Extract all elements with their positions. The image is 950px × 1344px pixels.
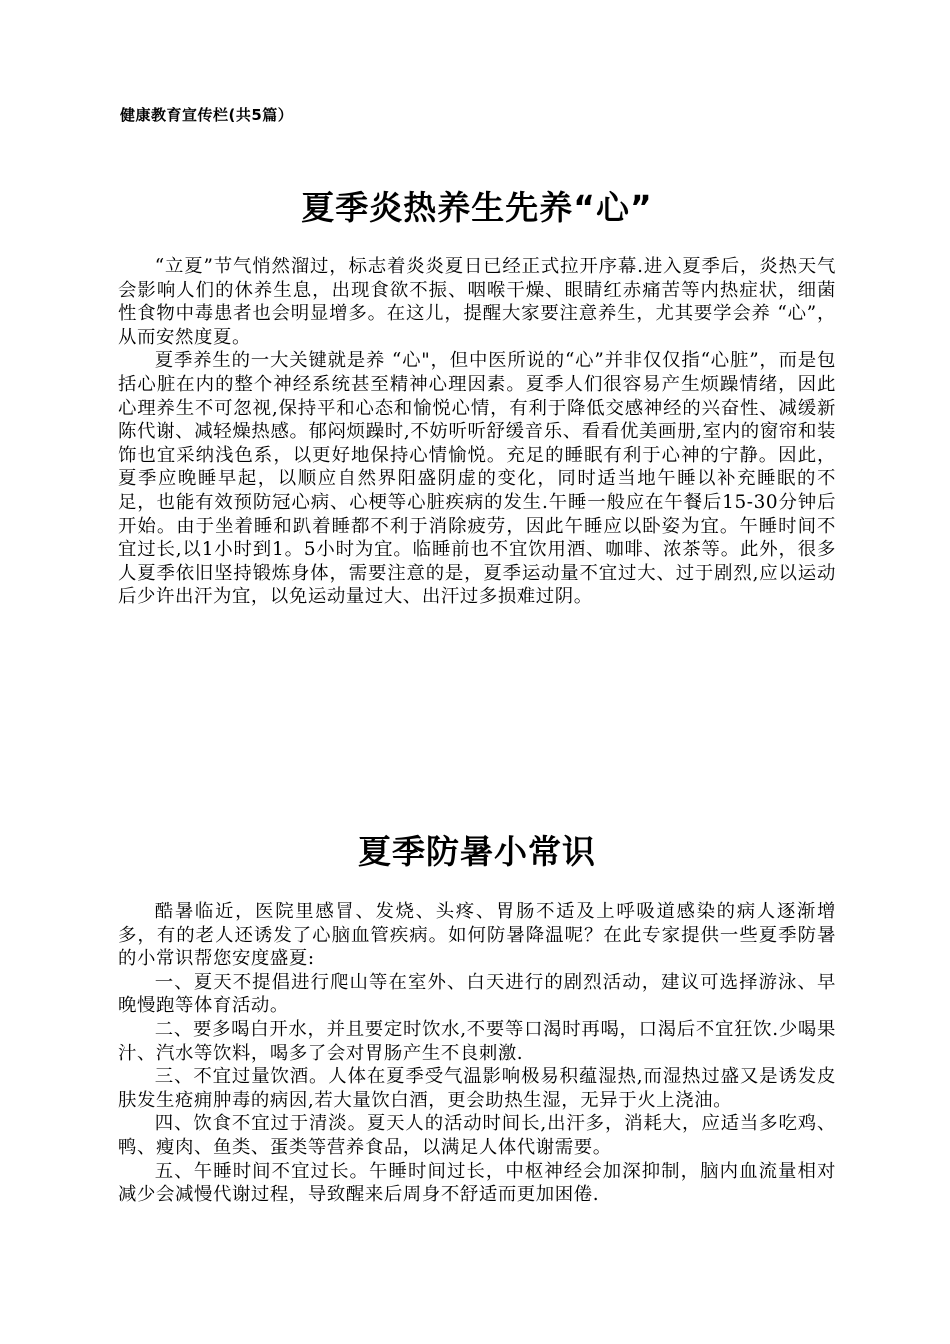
article-paragraph: 酷暑临近，医院里感冒、发烧、头疼、胃肠不适及上呼吸道感染的病人逐渐增多，有的老人还诱发了心脑血管疾病。如何防暑降温呢？在此专家提供一些夏季防暑的小常识帮您安度盛夏: xyxy=(118,901,836,970)
article-paragraph: 三、不宜过量饮酒。人体在夏季受气温影响极易积蕴湿热,而湿热过盛又是诱发皮肤发生疮痈肿毒的病因,若大量饮白酒，更会助热生湿，无异于火上浇油。 xyxy=(118,1066,836,1111)
article-summer-heart xyxy=(118,182,836,609)
article-title: 夏季防暑小常识 xyxy=(358,832,596,871)
article-paragraph: 五、午睡时间不宜过长。午睡时间过长，中枢神经会加深抑制，脑内血流量相对减少会减慢代谢过程，导致醒来后周身不舒适而更加困倦. xyxy=(118,1160,836,1206)
collection-header: 健康教育宣传栏(共5篇） xyxy=(120,106,294,124)
article-paragraph: 一、夏天不提倡进行爬山等在室外、白天进行的剧烈活动，建议可选择游泳、早晚慢跑等体育活动。 xyxy=(118,971,836,1017)
article-body xyxy=(118,255,836,609)
article-title: 夏季炎热养生先养“心” xyxy=(301,188,653,227)
article-paragraph: “立夏”节气悄然溜过，标志着炎炎夏日已经正式拉开序幕.进入夏季后，炎热天气会影响人们的休养生息，出现食欲不振、咽喉干燥、眼睛红赤痛苦等内热症状，细菌性食物中毒患者也会明显增多。在这儿，提醒大家要注意养生，尤其要学会养 “心”，从而安然度夏。 xyxy=(118,256,836,348)
article-paragraph: 二、要多喝白开水，并且要定时饮水,不要等口渴时再喝，口渴后不宜狂饮.少喝果汁、汽水等饮料，喝多了会对胃肠产生不良刺激. xyxy=(118,1018,836,1064)
article-heatstroke-tips xyxy=(118,826,836,1207)
article-paragraph: 四、饮食不宜过于清淡。夏天人的活动时间长,出汗多，消耗大，应适当多吃鸡、鸭、瘦肉、鱼类、蛋类等营养食品，以满足人体代谢需要。 xyxy=(118,1113,836,1158)
article-body xyxy=(118,900,836,1207)
article-paragraph: 夏季养生的一大关键就是养 “心"，但中医所说的“心”并非仅仅指“心脏”，而是包括心脏在内的整个神经系统甚至精神心理因素。夏季人们很容易产生烦躁情绪，因此心理养生不可忽视,保持平和心态和愉悦心情，有利于降低交感神经的兴奋性、减缓新陈代谢、减轻燥热感。郁闷烦躁时,不妨听听舒缓音乐、看看优美画册,室内的窗帘和装饰也宜采纳浅色系，以更好地保持心情愉悦。充足的睡眠有利于心神的宁静。因此，夏季应晚睡早起，以顺应自然界阳盛阴虚的变化，同时适当地午睡以补充睡眠的不足，也能有效预防冠心病、心梗等心脏疾病的发生.午睡一般应在午餐后15-30分钟后开始。由于坐着睡和趴着睡都不利于消除疲劳，因此午睡应以卧姿为宜。午睡时间不宜过长,以1小时到1。5小时为宜。临睡前也不宜饮用酒、咖啡、浓茶等。此外，很多人夏季依旧坚持锻炼身体，需要注意的是，夏季运动量不宜过大、过于剧烈,应以运动后少许出汗为宜，以免运动量过大、出汗过多损难过阴。 xyxy=(118,350,836,608)
